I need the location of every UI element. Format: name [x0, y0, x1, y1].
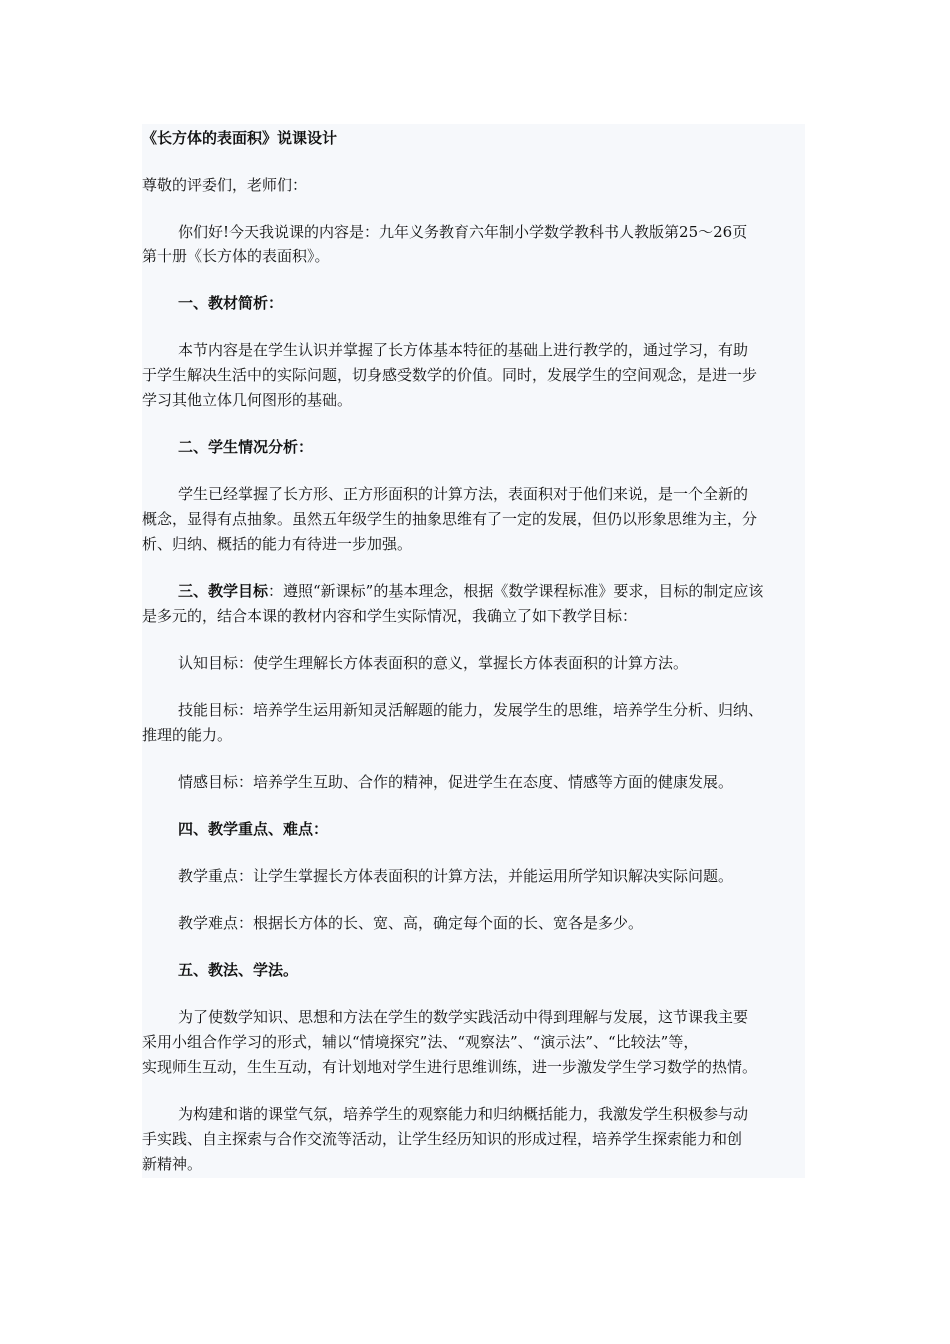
section-5-para-2-line-1: 为构建和谐的课堂气氛，培养学生的观察能力和归纳概括能力，我激发学生积极参与动: [178, 1105, 749, 1123]
section-5-para-1-line-2: 采用小组合作学习的形式，辅以“情境探究”法、“观察法”、“演示法”、“比较法”等，: [142, 1033, 699, 1051]
section-3-heading-rest: ：遵照“新课标”的基本理念，根据《数学课程标准》要求，目标的制定应该: [268, 582, 764, 600]
section-1-line-1: 本节内容是在学生认识并掌握了长方体基本特征的基础上进行教学的，通过学习，有助: [178, 341, 749, 359]
section-3-line-2: 是多元的，结合本课的教材内容和学生实际情况，我确立了如下教学目标：: [142, 607, 638, 625]
emotion-goal: 情感目标：培养学生互助、合作的精神，促进学生在态度、情感等方面的健康发展。: [178, 773, 734, 791]
section-3-heading: 三、教学目标: [178, 582, 269, 600]
section-5-para-2-line-3: 新精神。: [142, 1155, 203, 1173]
document-title: 《长方体的表面积》说课设计: [142, 129, 338, 147]
section-1-heading: 一、教材简析：: [178, 294, 284, 312]
intro-line-1: 你们好!今天我说课的内容是：九年义务教育六年制小学数学教科书人教版第25～26页: [178, 223, 748, 241]
skill-goal-line-1: 技能目标：培养学生运用新知灵活解题的能力，发展学生的思维，培养学生分析、归纳、: [178, 701, 764, 719]
section-2-line-1: 学生已经掌握了长方形、正方形面积的计算方法，表面积对于他们来说，是一个全新的: [178, 485, 749, 503]
skill-goal-line-2: 推理的能力。: [142, 726, 233, 744]
section-2-line-2: 概念，显得有点抽象。虽然五年级学生的抽象思维有了一定的发展，但仍以形象思维为主，分: [142, 510, 758, 528]
section-5-para-1-line-1: 为了使数学知识、思想和方法在学生的数学实践活动中得到理解与发展，这节课我主要: [178, 1008, 749, 1026]
teaching-key-point: 教学重点：让学生掌握长方体表面积的计算方法，并能运用所学知识解决实际问题。: [178, 867, 734, 885]
section-1-line-3: 学习其他立体几何图形的基础。: [142, 391, 353, 409]
section-5-heading: 五、教法、学法。: [178, 961, 299, 979]
section-1-line-2: 于学生解决生活中的实际问题，切身感受数学的价值。同时，发展学生的空间观念，是进一步: [142, 366, 758, 384]
teaching-difficulty: 教学难点：根据长方体的长、宽、高，确定每个面的长、宽各是多少。: [178, 914, 644, 932]
cognitive-goal: 认知目标：使学生理解长方体表面积的意义，掌握长方体表面积的计算方法。: [178, 654, 689, 672]
section-4-heading: 四、教学重点、难点：: [178, 820, 329, 838]
section-2-line-3: 析、归纳、概括的能力有待进一步加强。: [142, 535, 413, 553]
section-3-line-1: [178, 581, 763, 601]
intro-line-2: 第十册《长方体的表面积》。: [142, 247, 330, 265]
section-5-para-1-line-3: 实现师生互动，生生互动，有计划地对学生进行思维训练，进一步激发学生学习数学的热情。: [142, 1058, 758, 1076]
section-5-para-2-line-2: 手实践、自主探索与合作交流等活动，让学生经历知识的形成过程，培养学生探索能力和创: [142, 1130, 743, 1148]
greeting: 尊敬的评委们，老师们：: [142, 176, 308, 194]
document-body: [142, 124, 805, 1178]
section-2-heading: 二、学生情况分析：: [178, 438, 314, 456]
